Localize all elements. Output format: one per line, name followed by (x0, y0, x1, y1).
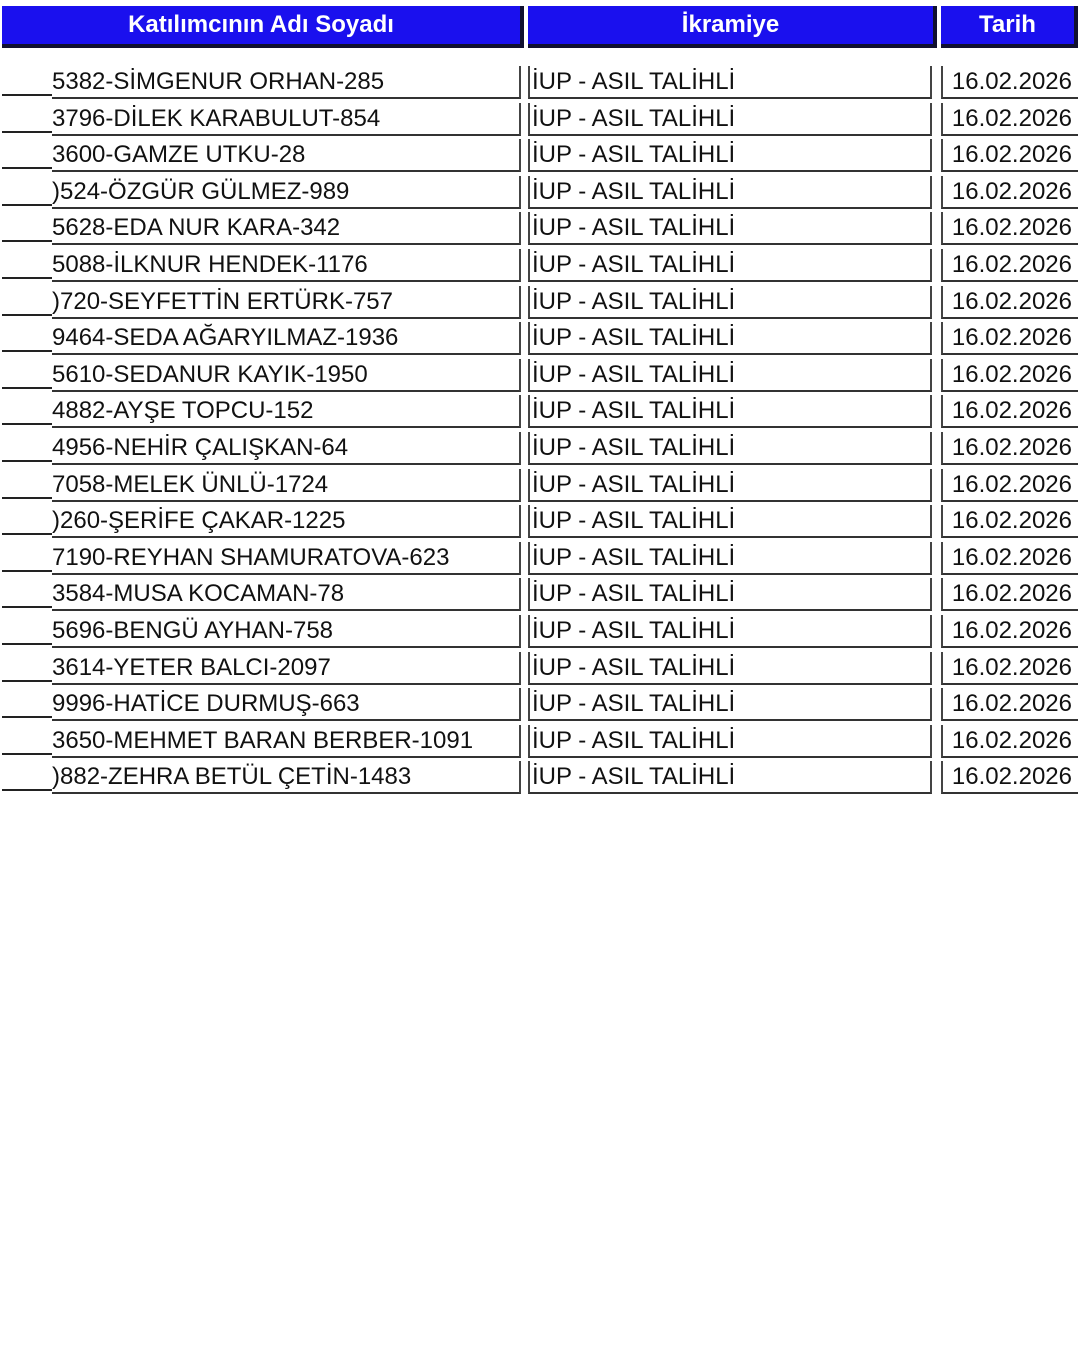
winners-table (0, 66, 1080, 798)
table-row (0, 725, 1080, 762)
table-row (0, 322, 1080, 359)
table-row (0, 286, 1080, 323)
date-cell: 16.02.2026 (941, 615, 1078, 648)
participant-name-cell: 4956-NEHİR ÇALIŞKAN-64 (52, 432, 521, 465)
participant-name-cell: 5088-İLKNUR HENDEK-1176 (52, 249, 521, 282)
row-cut-line (2, 395, 52, 425)
date-cell: 16.02.2026 (941, 725, 1078, 758)
table-row (0, 395, 1080, 432)
row-cut-line (2, 66, 52, 96)
date-cell: 16.02.2026 (941, 212, 1078, 245)
row-cut-line (2, 761, 52, 791)
prize-cell: İUP - ASIL TALİHLİ (528, 139, 932, 172)
row-cut-line (2, 139, 52, 169)
date-cell: 16.02.2026 (941, 761, 1078, 794)
row-cut-line (2, 688, 52, 718)
row-cut-line (2, 578, 52, 608)
participant-name-cell: 9996-HATİCE DURMUŞ-663 (52, 688, 521, 721)
row-cut-line (2, 212, 52, 242)
participant-name-cell: 3650-MEHMET BARAN BERBER-1091 (52, 725, 521, 758)
row-cut-line (2, 359, 52, 389)
date-cell: 16.02.2026 (941, 176, 1078, 209)
header-participant-name: Katılımcının Adı Soyadı (2, 6, 524, 48)
table-row (0, 761, 1080, 798)
participant-name-cell: 3600-GAMZE UTKU-28 (52, 139, 521, 172)
date-cell: 16.02.2026 (941, 359, 1078, 392)
table-row (0, 615, 1080, 652)
table-row (0, 505, 1080, 542)
row-cut-line (2, 103, 52, 133)
date-cell: 16.02.2026 (941, 139, 1078, 172)
participant-name-cell: 3584-MUSA KOCAMAN-78 (52, 578, 521, 611)
participant-name-cell: )882-ZEHRA BETÜL ÇETİN-1483 (52, 761, 521, 794)
participant-name-cell: 3796-DİLEK KARABULUT-854 (52, 103, 521, 136)
table-row (0, 688, 1080, 725)
prize-cell: İUP - ASIL TALİHLİ (528, 322, 932, 355)
prize-cell: İUP - ASIL TALİHLİ (528, 432, 932, 465)
table-row (0, 432, 1080, 469)
prize-cell: İUP - ASIL TALİHLİ (528, 395, 932, 428)
prize-cell: İUP - ASIL TALİHLİ (528, 615, 932, 648)
table-row (0, 103, 1080, 140)
row-cut-line (2, 725, 52, 755)
date-cell: 16.02.2026 (941, 103, 1078, 136)
row-cut-line (2, 505, 52, 535)
participant-name-cell: 3614-YETER BALCI-2097 (52, 652, 521, 685)
participant-name-cell: 5610-SEDANUR KAYIK-1950 (52, 359, 521, 392)
table-row (0, 139, 1080, 176)
date-cell: 16.02.2026 (941, 286, 1078, 319)
date-cell: 16.02.2026 (941, 432, 1078, 465)
row-cut-line (2, 542, 52, 572)
prize-cell: İUP - ASIL TALİHLİ (528, 249, 932, 282)
row-cut-line (2, 432, 52, 462)
date-cell: 16.02.2026 (941, 542, 1078, 575)
header-date: Tarih (941, 6, 1078, 48)
prize-cell: İUP - ASIL TALİHLİ (528, 103, 932, 136)
participant-name-cell: 9464-SEDA AĞARYILMAZ-1936 (52, 322, 521, 355)
table-row (0, 542, 1080, 579)
participant-name-cell: 4882-AYŞE TOPCU-152 (52, 395, 521, 428)
prize-cell: İUP - ASIL TALİHLİ (528, 286, 932, 319)
date-cell: 16.02.2026 (941, 652, 1078, 685)
prize-cell: İUP - ASIL TALİHLİ (528, 761, 932, 794)
prize-cell: İUP - ASIL TALİHLİ (528, 652, 932, 685)
date-cell: 16.02.2026 (941, 505, 1078, 538)
participant-name-cell: 5696-BENGÜ AYHAN-758 (52, 615, 521, 648)
row-cut-line (2, 652, 52, 682)
participant-name-cell: )260-ŞERİFE ÇAKAR-1225 (52, 505, 521, 538)
date-cell: 16.02.2026 (941, 249, 1078, 282)
row-cut-line (2, 286, 52, 316)
table-row (0, 652, 1080, 689)
table-row (0, 359, 1080, 396)
participant-name-cell: 7190-REYHAN SHAMURATOVA-623 (52, 542, 521, 575)
participant-name-cell: )524-ÖZGÜR GÜLMEZ-989 (52, 176, 521, 209)
row-cut-line (2, 249, 52, 279)
header-prize: İkramiye (528, 6, 937, 48)
row-cut-line (2, 322, 52, 352)
table-row (0, 176, 1080, 213)
date-cell: 16.02.2026 (941, 395, 1078, 428)
prize-cell: İUP - ASIL TALİHLİ (528, 688, 932, 721)
table-row (0, 469, 1080, 506)
table-row (0, 66, 1080, 103)
date-cell: 16.02.2026 (941, 688, 1078, 721)
date-cell: 16.02.2026 (941, 578, 1078, 611)
table-row (0, 249, 1080, 286)
participant-name-cell: 7058-MELEK ÜNLÜ-1724 (52, 469, 521, 502)
prize-cell: İUP - ASIL TALİHLİ (528, 212, 932, 245)
participant-name-cell: 5628-EDA NUR KARA-342 (52, 212, 521, 245)
prize-cell: İUP - ASIL TALİHLİ (528, 505, 932, 538)
prize-cell: İUP - ASIL TALİHLİ (528, 725, 932, 758)
table-row (0, 212, 1080, 249)
prize-cell: İUP - ASIL TALİHLİ (528, 578, 932, 611)
row-cut-line (2, 615, 52, 645)
prize-cell: İUP - ASIL TALİHLİ (528, 359, 932, 392)
prize-cell: İUP - ASIL TALİHLİ (528, 66, 932, 99)
prize-cell: İUP - ASIL TALİHLİ (528, 176, 932, 209)
participant-name-cell: )720-SEYFETTİN ERTÜRK-757 (52, 286, 521, 319)
row-cut-line (2, 176, 52, 206)
participant-name-cell: 5382-SİMGENUR ORHAN-285 (52, 66, 521, 99)
table-row (0, 578, 1080, 615)
date-cell: 16.02.2026 (941, 66, 1078, 99)
prize-cell: İUP - ASIL TALİHLİ (528, 469, 932, 502)
row-cut-line (2, 469, 52, 499)
date-cell: 16.02.2026 (941, 322, 1078, 355)
date-cell: 16.02.2026 (941, 469, 1078, 502)
prize-cell: İUP - ASIL TALİHLİ (528, 542, 932, 575)
